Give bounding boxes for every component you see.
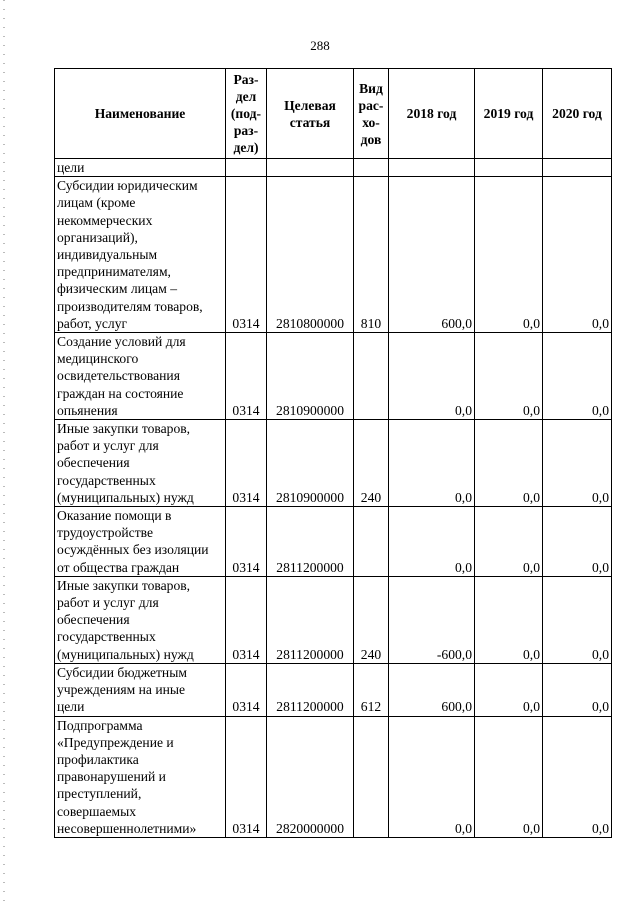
- cell-name-line: Оказание помощи в: [57, 508, 172, 524]
- cell-target: 2811200000: [267, 507, 354, 577]
- header-type-line: хо-: [362, 114, 380, 130]
- cell-section: 0314: [226, 576, 267, 663]
- cell-2019: 0,0: [475, 177, 543, 333]
- cell-name-line: осуждённых без изоляции: [57, 542, 209, 558]
- cell-name-line: опьянения: [57, 402, 118, 418]
- cell-2018: 0,0: [389, 716, 475, 837]
- cell-name-line: обеспечения: [57, 612, 130, 628]
- header-type-line: рас-: [358, 97, 384, 113]
- header-2020: 2020 год: [543, 69, 612, 159]
- cell-name-line: лицам (кроме: [57, 195, 136, 211]
- cell-name-line: Иные закупки товаров,: [57, 577, 191, 593]
- cell-2018: -600,0: [389, 576, 475, 663]
- cell-target: [267, 159, 354, 177]
- header-section-line: Раз-: [233, 72, 259, 87]
- cell-target: 2811200000: [267, 576, 354, 663]
- cell-2019: 0,0: [475, 507, 543, 577]
- cell-target: 2810800000: [267, 177, 354, 333]
- cell-name-line: работ, услуг: [57, 315, 128, 331]
- table-body: [55, 159, 612, 838]
- table-row: [55, 177, 612, 333]
- cell-name-line: некоммерческих: [57, 212, 153, 228]
- cell-2018: 0,0: [389, 507, 475, 577]
- header-type: [354, 69, 389, 159]
- cell-name-line: цели: [57, 699, 85, 715]
- cell-name-line: совершаемых: [57, 803, 137, 819]
- cell-type: 240: [354, 420, 389, 507]
- cell-name-line: освидетельствования: [57, 368, 180, 384]
- cell-2019: 0,0: [475, 663, 543, 716]
- cell-name-line: граждан на состояние: [57, 385, 184, 401]
- cell-type: 810: [354, 177, 389, 333]
- cell-name-line: преступлений,: [57, 786, 142, 802]
- cell-target: 2810900000: [267, 420, 354, 507]
- scan-edge-dots: [3, 0, 5, 905]
- header-target: [267, 69, 354, 159]
- cell-section: 0314: [226, 333, 267, 420]
- cell-name: [55, 333, 226, 420]
- cell-name-line: профилактика: [57, 751, 139, 767]
- cell-name-line: цели: [57, 160, 85, 175]
- cell-section: 0314: [226, 507, 267, 577]
- cell-2019: 0,0: [475, 716, 543, 837]
- table-row: [55, 507, 612, 577]
- cell-type: 612: [354, 663, 389, 716]
- header-target-line: Целевая: [284, 97, 336, 113]
- cell-name-line: работ и услуг для: [57, 595, 159, 611]
- cell-name-line: трудоустройстве: [57, 525, 154, 541]
- cell-type: [354, 159, 389, 177]
- cell-name-line: «Предупреждение и: [57, 734, 174, 750]
- cell-type: 240: [354, 576, 389, 663]
- cell-name-line: государственных: [57, 629, 156, 645]
- header-name: Наименование: [55, 69, 226, 159]
- cell-2020: 0,0: [543, 177, 612, 333]
- cell-2020: 0,0: [543, 420, 612, 507]
- header-2019: 2019 год: [475, 69, 543, 159]
- cell-2019: [475, 159, 543, 177]
- table-row: [55, 159, 612, 177]
- cell-2018: 0,0: [389, 420, 475, 507]
- table-row: [55, 716, 612, 837]
- cell-name-line: Подпрограмма: [57, 717, 143, 733]
- cell-name-line: индивидуальным: [57, 247, 158, 263]
- header-section-line: (под-: [230, 106, 262, 121]
- cell-target: 2820000000: [267, 716, 354, 837]
- cell-name: [55, 177, 226, 333]
- cell-name: [55, 576, 226, 663]
- cell-name-line: правонарушений и: [57, 769, 166, 785]
- cell-2019: 0,0: [475, 420, 543, 507]
- cell-2020: [543, 159, 612, 177]
- cell-section: 0314: [226, 177, 267, 333]
- cell-2020: 0,0: [543, 716, 612, 837]
- cell-name-line: учреждениям на иные: [57, 682, 186, 698]
- header-type-line: Вид: [359, 80, 383, 96]
- table-row: [55, 576, 612, 663]
- table-row: [55, 663, 612, 716]
- cell-name-line: (муниципальных) нужд: [57, 646, 194, 662]
- cell-name-line: обеспечения: [57, 455, 130, 471]
- cell-name: [55, 507, 226, 577]
- cell-2018: 600,0: [389, 177, 475, 333]
- cell-2018: 600,0: [389, 663, 475, 716]
- cell-name-line: Создание условий для: [57, 334, 186, 350]
- cell-2018: [389, 159, 475, 177]
- budget-table: [54, 68, 612, 838]
- cell-name-line: от общества граждан: [57, 559, 180, 575]
- cell-type: [354, 507, 389, 577]
- header-section-line: дел): [233, 140, 259, 155]
- cell-name-line: организаций),: [57, 229, 138, 245]
- cell-type: [354, 333, 389, 420]
- cell-name-line: Субсидии бюджетным: [57, 664, 187, 680]
- table-row: [55, 333, 612, 420]
- cell-name-line: несовершеннолетними»: [57, 820, 197, 836]
- cell-name: [55, 716, 226, 837]
- cell-section: 0314: [226, 420, 267, 507]
- table-header-row: [55, 69, 612, 159]
- cell-2020: 0,0: [543, 333, 612, 420]
- cell-name: [55, 663, 226, 716]
- cell-2020: 0,0: [543, 507, 612, 577]
- cell-name-line: медицинского: [57, 351, 139, 367]
- header-2018: 2018 год: [389, 69, 475, 159]
- cell-2019: 0,0: [475, 576, 543, 663]
- cell-2020: 0,0: [543, 663, 612, 716]
- cell-name: [55, 159, 226, 177]
- header-target-line: статья: [289, 114, 331, 130]
- cell-name-line: физическим лицам –: [57, 281, 178, 297]
- cell-name-line: Субсидии юридическим: [57, 178, 198, 194]
- header-type-line: дов: [360, 131, 382, 147]
- header-section-line: дел: [235, 89, 257, 104]
- page-number: 288: [310, 38, 330, 53]
- cell-section: 0314: [226, 716, 267, 837]
- header-section-line: раз-: [233, 123, 259, 138]
- header-section: [226, 69, 267, 159]
- cell-target: 2811200000: [267, 663, 354, 716]
- cell-name-line: (муниципальных) нужд: [57, 489, 194, 505]
- cell-type: [354, 716, 389, 837]
- cell-2019: 0,0: [475, 333, 543, 420]
- cell-2018: 0,0: [389, 333, 475, 420]
- cell-name: [55, 420, 226, 507]
- cell-section: 0314: [226, 663, 267, 716]
- cell-name-line: государственных: [57, 472, 156, 488]
- cell-section: [226, 159, 267, 177]
- cell-2020: 0,0: [543, 576, 612, 663]
- table-row: [55, 420, 612, 507]
- cell-name-line: производителям товаров,: [57, 298, 203, 314]
- cell-name-line: работ и услуг для: [57, 438, 159, 454]
- cell-name-line: Иные закупки товаров,: [57, 421, 191, 437]
- cell-name-line: предпринимателям,: [57, 264, 171, 280]
- cell-target: 2810900000: [267, 333, 354, 420]
